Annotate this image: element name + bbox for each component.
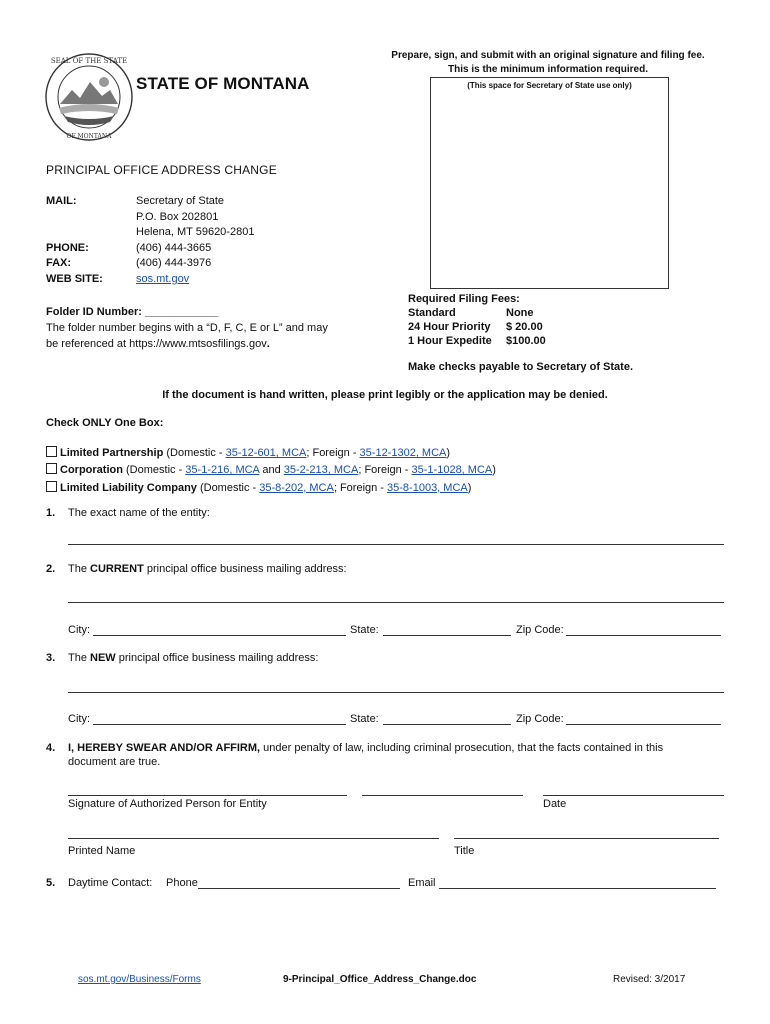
svg-text:SEAL OF THE STATE: SEAL OF THE STATE: [50, 57, 128, 65]
signature-label: Signature of Authorized Person for Entity: [68, 798, 267, 810]
statute-link[interactable]: 35-1-216, MCA: [185, 464, 260, 477]
q4-bold: I, HEREBY SWEAR AND/OR AFFIRM,: [68, 742, 261, 754]
entity-name-field[interactable]: [68, 544, 724, 545]
q3-number: 3.: [46, 652, 56, 664]
fee-name-expedite: 1 Hour Expedite: [408, 335, 492, 347]
contact-phone-label: Phone: [166, 877, 198, 889]
signature-extra-field[interactable]: [362, 795, 523, 796]
entity-type-options: [46, 445, 496, 497]
footer-revised: Revised: 3/2017: [613, 974, 686, 985]
form-title: PRINCIPAL OFFICE ADDRESS CHANGE: [46, 163, 277, 177]
statute-link[interactable]: 35-8-202, MCA: [259, 481, 334, 494]
website-label: WEB SITE:: [46, 272, 103, 285]
current-address-field[interactable]: [68, 602, 724, 603]
contact-info: [46, 194, 254, 288]
statute-link[interactable]: 35-8-1003, MCA: [387, 481, 468, 494]
footer-filename: 9-Principal_Office_Address_Change.doc: [283, 974, 477, 985]
fax-value: (406) 444-3976: [136, 257, 212, 270]
fax-label: FAX:: [46, 257, 72, 270]
new-state-field[interactable]: [383, 724, 511, 725]
option-text: ; Foreign -: [358, 464, 412, 477]
q3-pre: The: [68, 652, 91, 664]
q4-text: [68, 742, 718, 754]
new-city-field[interactable]: [93, 724, 346, 725]
statute-link[interactable]: 35-12-601, MCA: [225, 447, 307, 459]
option-name: Limited Liability Company: [60, 481, 197, 494]
fee-amount-priority: $ 20.00: [506, 321, 543, 333]
contact-phone-field[interactable]: [198, 888, 400, 889]
new-zip-label: Zip Code:: [516, 713, 564, 725]
date-label: Date: [543, 798, 567, 810]
option-text: (Domestic -: [163, 447, 226, 459]
option-text: ; Foreign -: [306, 447, 360, 459]
printed-name-label: Printed Name: [68, 845, 136, 857]
website-link[interactable]: sos.mt.gov: [136, 272, 190, 285]
fee-name-priority: 24 Hour Priority: [408, 321, 491, 333]
checkbox-corporation[interactable]: [46, 463, 57, 474]
new-zip-field[interactable]: [566, 724, 721, 725]
q5-number: 5.: [46, 877, 56, 889]
title-field[interactable]: [454, 838, 719, 839]
new-state-label: State:: [350, 713, 379, 725]
new-address-field[interactable]: [68, 692, 724, 693]
q3-text: [68, 652, 318, 664]
option-text: (Domestic -: [196, 481, 260, 494]
option-corporation: [46, 462, 496, 479]
folder-id-section: [46, 304, 328, 352]
folder-note-line2: be referenced at https://www.mtsosfilings.gov: [46, 338, 267, 350]
phone-label: PHONE:: [46, 241, 89, 254]
q2-bold: CURRENT: [90, 563, 144, 575]
checks-payable-note: Make checks payable to Secretary of State.: [408, 361, 633, 373]
daytime-contact-label: Daytime Contact:: [68, 877, 153, 889]
current-city-label: City:: [68, 624, 90, 636]
date-field[interactable]: [543, 795, 724, 796]
q4-text-line2: document are true.: [68, 756, 161, 768]
folder-note-line1: The folder number begins with a “D, F, C, E or L” and may: [46, 322, 328, 334]
phone-value: (406) 444-3665: [136, 241, 212, 254]
mail-line-2: P.O. Box 202801: [136, 210, 219, 223]
printed-name-field[interactable]: [68, 838, 439, 839]
contact-email-field[interactable]: [439, 888, 716, 889]
current-zip-label: Zip Code:: [516, 624, 564, 636]
option-text: ; Foreign -: [333, 481, 388, 494]
q3-post: principal office business mailing address:: [115, 652, 319, 664]
svg-text:OF MONTANA: OF MONTANA: [66, 133, 112, 140]
q2-pre: The: [68, 563, 91, 575]
q4-rest: under penalty of law, including criminal prosecution, that the facts contained in this: [260, 742, 664, 754]
check-one-label: Check ONLY One Box:: [46, 417, 164, 429]
fee-amount-expedite: $100.00: [506, 335, 546, 347]
q3-bold: NEW: [90, 652, 116, 664]
q2-post: principal office business mailing address:: [143, 563, 347, 575]
mail-label: MAIL:: [46, 195, 77, 207]
q4-number: 4.: [46, 742, 56, 754]
current-city-field[interactable]: [93, 635, 346, 636]
sos-use-only-box: [430, 77, 669, 289]
option-name: Limited Partnership: [60, 447, 164, 459]
checkbox-llc[interactable]: [46, 481, 57, 492]
fees-title: Required Filing Fees:: [408, 293, 520, 305]
submission-note-line2: This is the minimum information required.: [447, 64, 649, 75]
statute-link[interactable]: 35-2-213, MCA: [283, 464, 359, 477]
mail-line-1: Secretary of State: [136, 195, 225, 207]
folder-note-period: .: [266, 338, 270, 350]
signature-field[interactable]: [68, 795, 347, 796]
submission-note-line1: Prepare, sign, and submit with an original signature and filing fee.: [391, 50, 705, 61]
option-text: (Domestic -: [122, 464, 186, 477]
fee-amount-standard: None: [506, 307, 534, 319]
filing-fees: [408, 292, 546, 348]
option-text: and: [259, 464, 284, 477]
option-text: ): [446, 447, 451, 459]
option-llc: [46, 480, 496, 497]
footer-forms-link[interactable]: sos.mt.gov/Business/Forms: [78, 974, 201, 985]
current-zip-field[interactable]: [566, 635, 721, 636]
statute-link[interactable]: 35-12-1302, MCA: [359, 447, 447, 459]
title-label: Title: [454, 845, 475, 857]
handwritten-warning: If the document is hand written, please print legibly or the application may be denied.: [162, 389, 608, 401]
contact-email-label: Email: [408, 877, 436, 889]
option-text: ): [467, 481, 472, 494]
sos-use-only-label: (This space for Secretary of State use only): [467, 81, 632, 90]
option-name: Corporation: [60, 464, 123, 477]
submission-note: [380, 49, 716, 77]
folder-id-label[interactable]: Folder ID Number: ____________: [46, 306, 219, 318]
state-seal-logo: [44, 52, 134, 142]
current-state-field[interactable]: [383, 635, 511, 636]
mail-line-3: Helena, MT 59620-2801: [136, 226, 255, 239]
checkbox-limited-partnership[interactable]: [46, 446, 57, 457]
statute-link[interactable]: 35-1-1028, MCA: [411, 464, 493, 477]
q1-text: The exact name of the entity:: [68, 507, 210, 519]
q2-text: [68, 563, 347, 575]
option-limited-partnership: [46, 445, 496, 462]
q2-number: 2.: [46, 563, 56, 575]
current-state-label: State:: [350, 624, 379, 636]
fee-name-standard: Standard: [408, 307, 456, 319]
state-title: STATE OF MONTANA: [136, 74, 310, 93]
q1-number: 1.: [46, 507, 56, 519]
option-text: ): [492, 464, 496, 477]
new-city-label: City:: [68, 713, 90, 725]
